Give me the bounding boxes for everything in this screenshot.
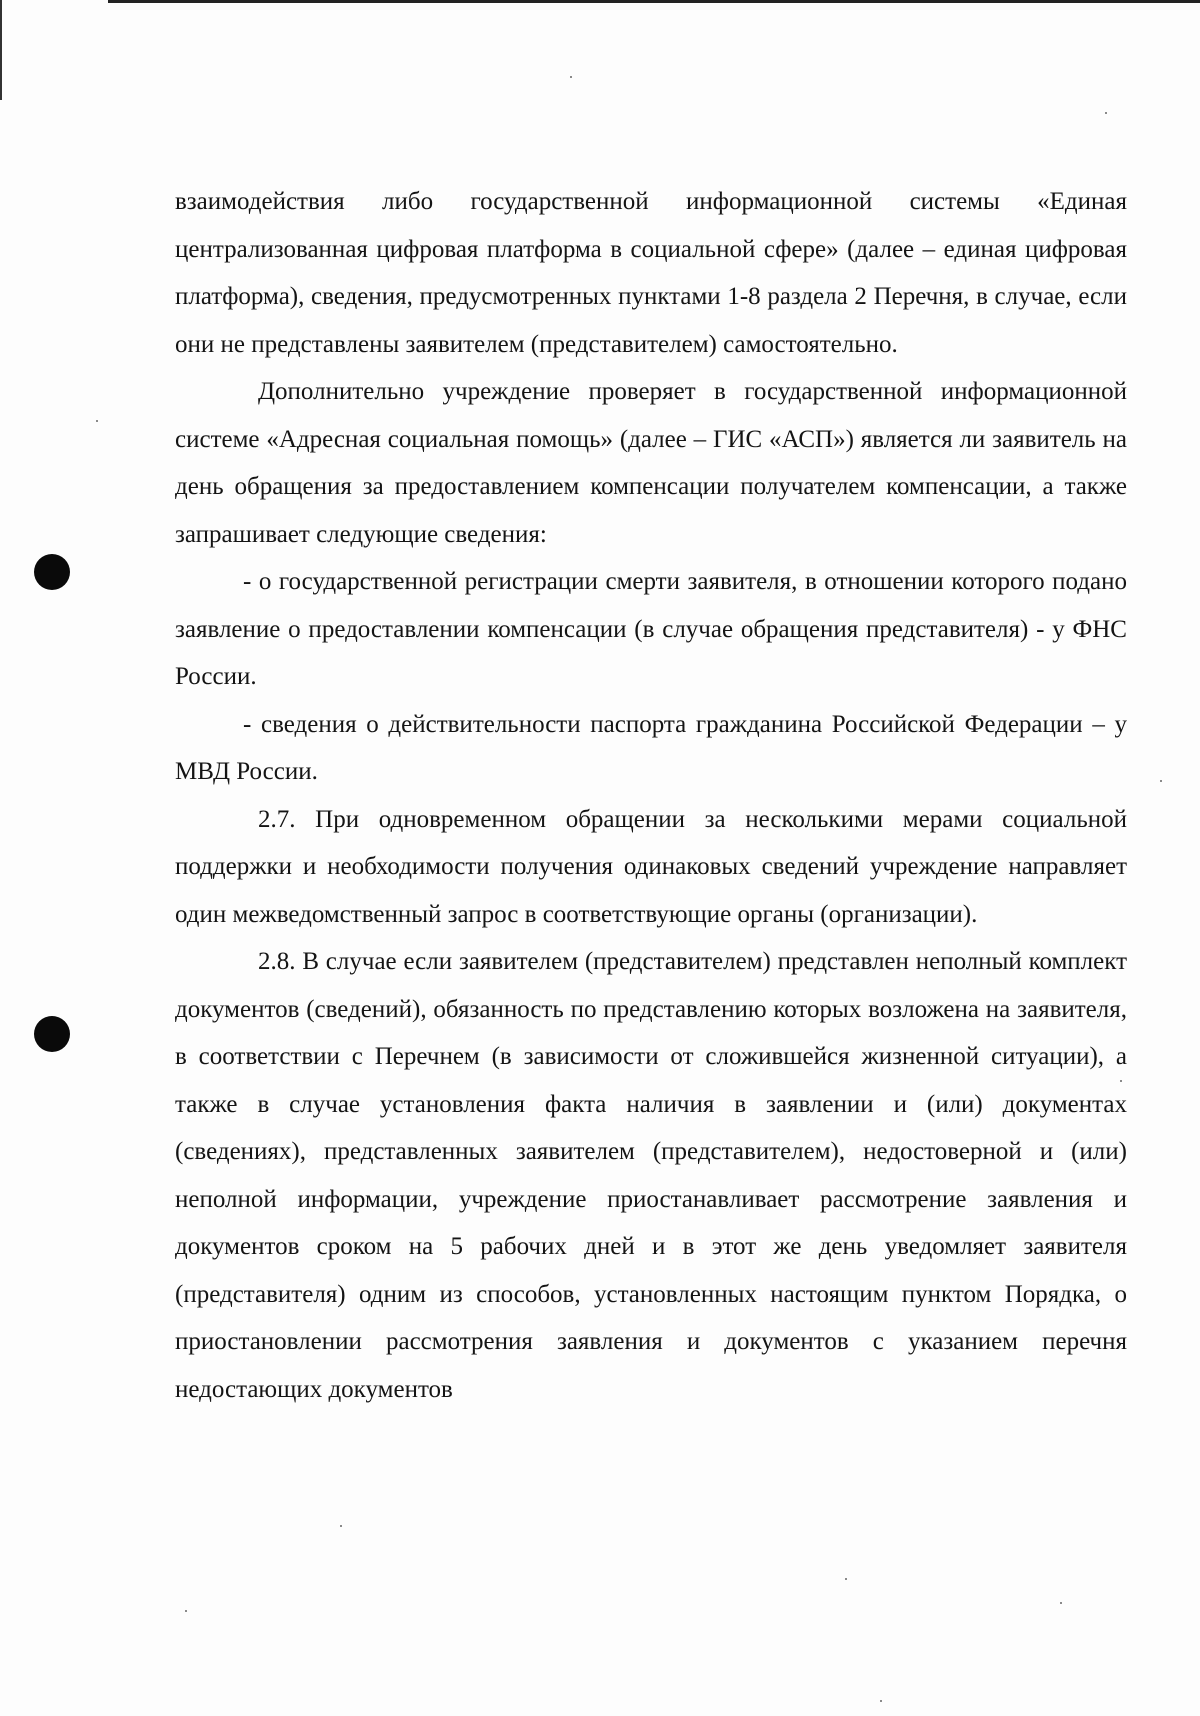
scan-left-edge <box>0 0 2 100</box>
scan-speck <box>1060 1602 1062 1604</box>
paragraph-continuation: взаимодействия либо государственной информационной системы «Единая централизованная цифровая платформа в социальной сфере» (далее – единая цифровая платформа), сведения, предусмотренных пунктами 1-8 раздела 2 Перечня, в случае, если они не представлены заявителем (представителем) самостоятельно. <box>175 188 1127 358</box>
scan-speck <box>1105 112 1107 114</box>
scan-speck <box>340 1525 342 1527</box>
scan-speck <box>570 76 572 78</box>
punch-hole-upper <box>34 554 70 590</box>
scan-speck <box>96 420 98 422</box>
scan-speck <box>1160 780 1162 782</box>
list-item-passport-validity: - сведения о действительности паспорта гражданина Российской Федерации – у МВД России. <box>175 710 1127 785</box>
scan-speck <box>845 1578 847 1580</box>
list-item-death-registration: - о государственной регистрации смерти заявителя, в отношении которого подано заявление о предоставлении компенсации (в случае обращения представителя) - у ФНС России. <box>175 568 1127 690</box>
document-body <box>175 178 1127 1413</box>
paragraph-2-8: 2.8. В случае если заявителем (представителем) представлен неполный комплект документов (сведений), обязанность по представлению которых возложена на заявителя, в соответствии с Перечнем (в зависимости от сложившейся жизненной ситуации), а также в случае установления факта наличия в заявлении и (или) документах (сведениях), представленных заявителем (представителем), недостоверной и (или) неполной информации, учреждение приостанавливает рассмотрение заявления и документов сроком на 5 рабочих дней и в этот же день уведомляет заявителя (представителя) одним из способов, установленных настоящим пунктом Порядка, о приостановлении рассмотрения заявления и документов с указанием перечня недостающих документов <box>175 948 1127 1403</box>
scan-top-edge <box>108 0 1200 3</box>
punch-hole-lower <box>34 1016 70 1052</box>
scan-speck <box>185 1610 187 1612</box>
paragraph-additional-check: Дополнительно учреждение проверяет в государственной информационной системе «Адресная социальная помощь» (далее – ГИС «АСП») является ли заявитель на день обращения за предоставлением компенсации получателем компенсации, а также запрашивает следующие сведения: <box>175 378 1127 548</box>
scan-speck <box>880 1700 882 1702</box>
paragraph-2-7: 2.7. При одновременном обращении за несколькими мерами социальной поддержки и необходимости получения одинаковых сведений учреждение направляет один межведомственный запрос в соответствующие органы (организации). <box>175 805 1127 928</box>
